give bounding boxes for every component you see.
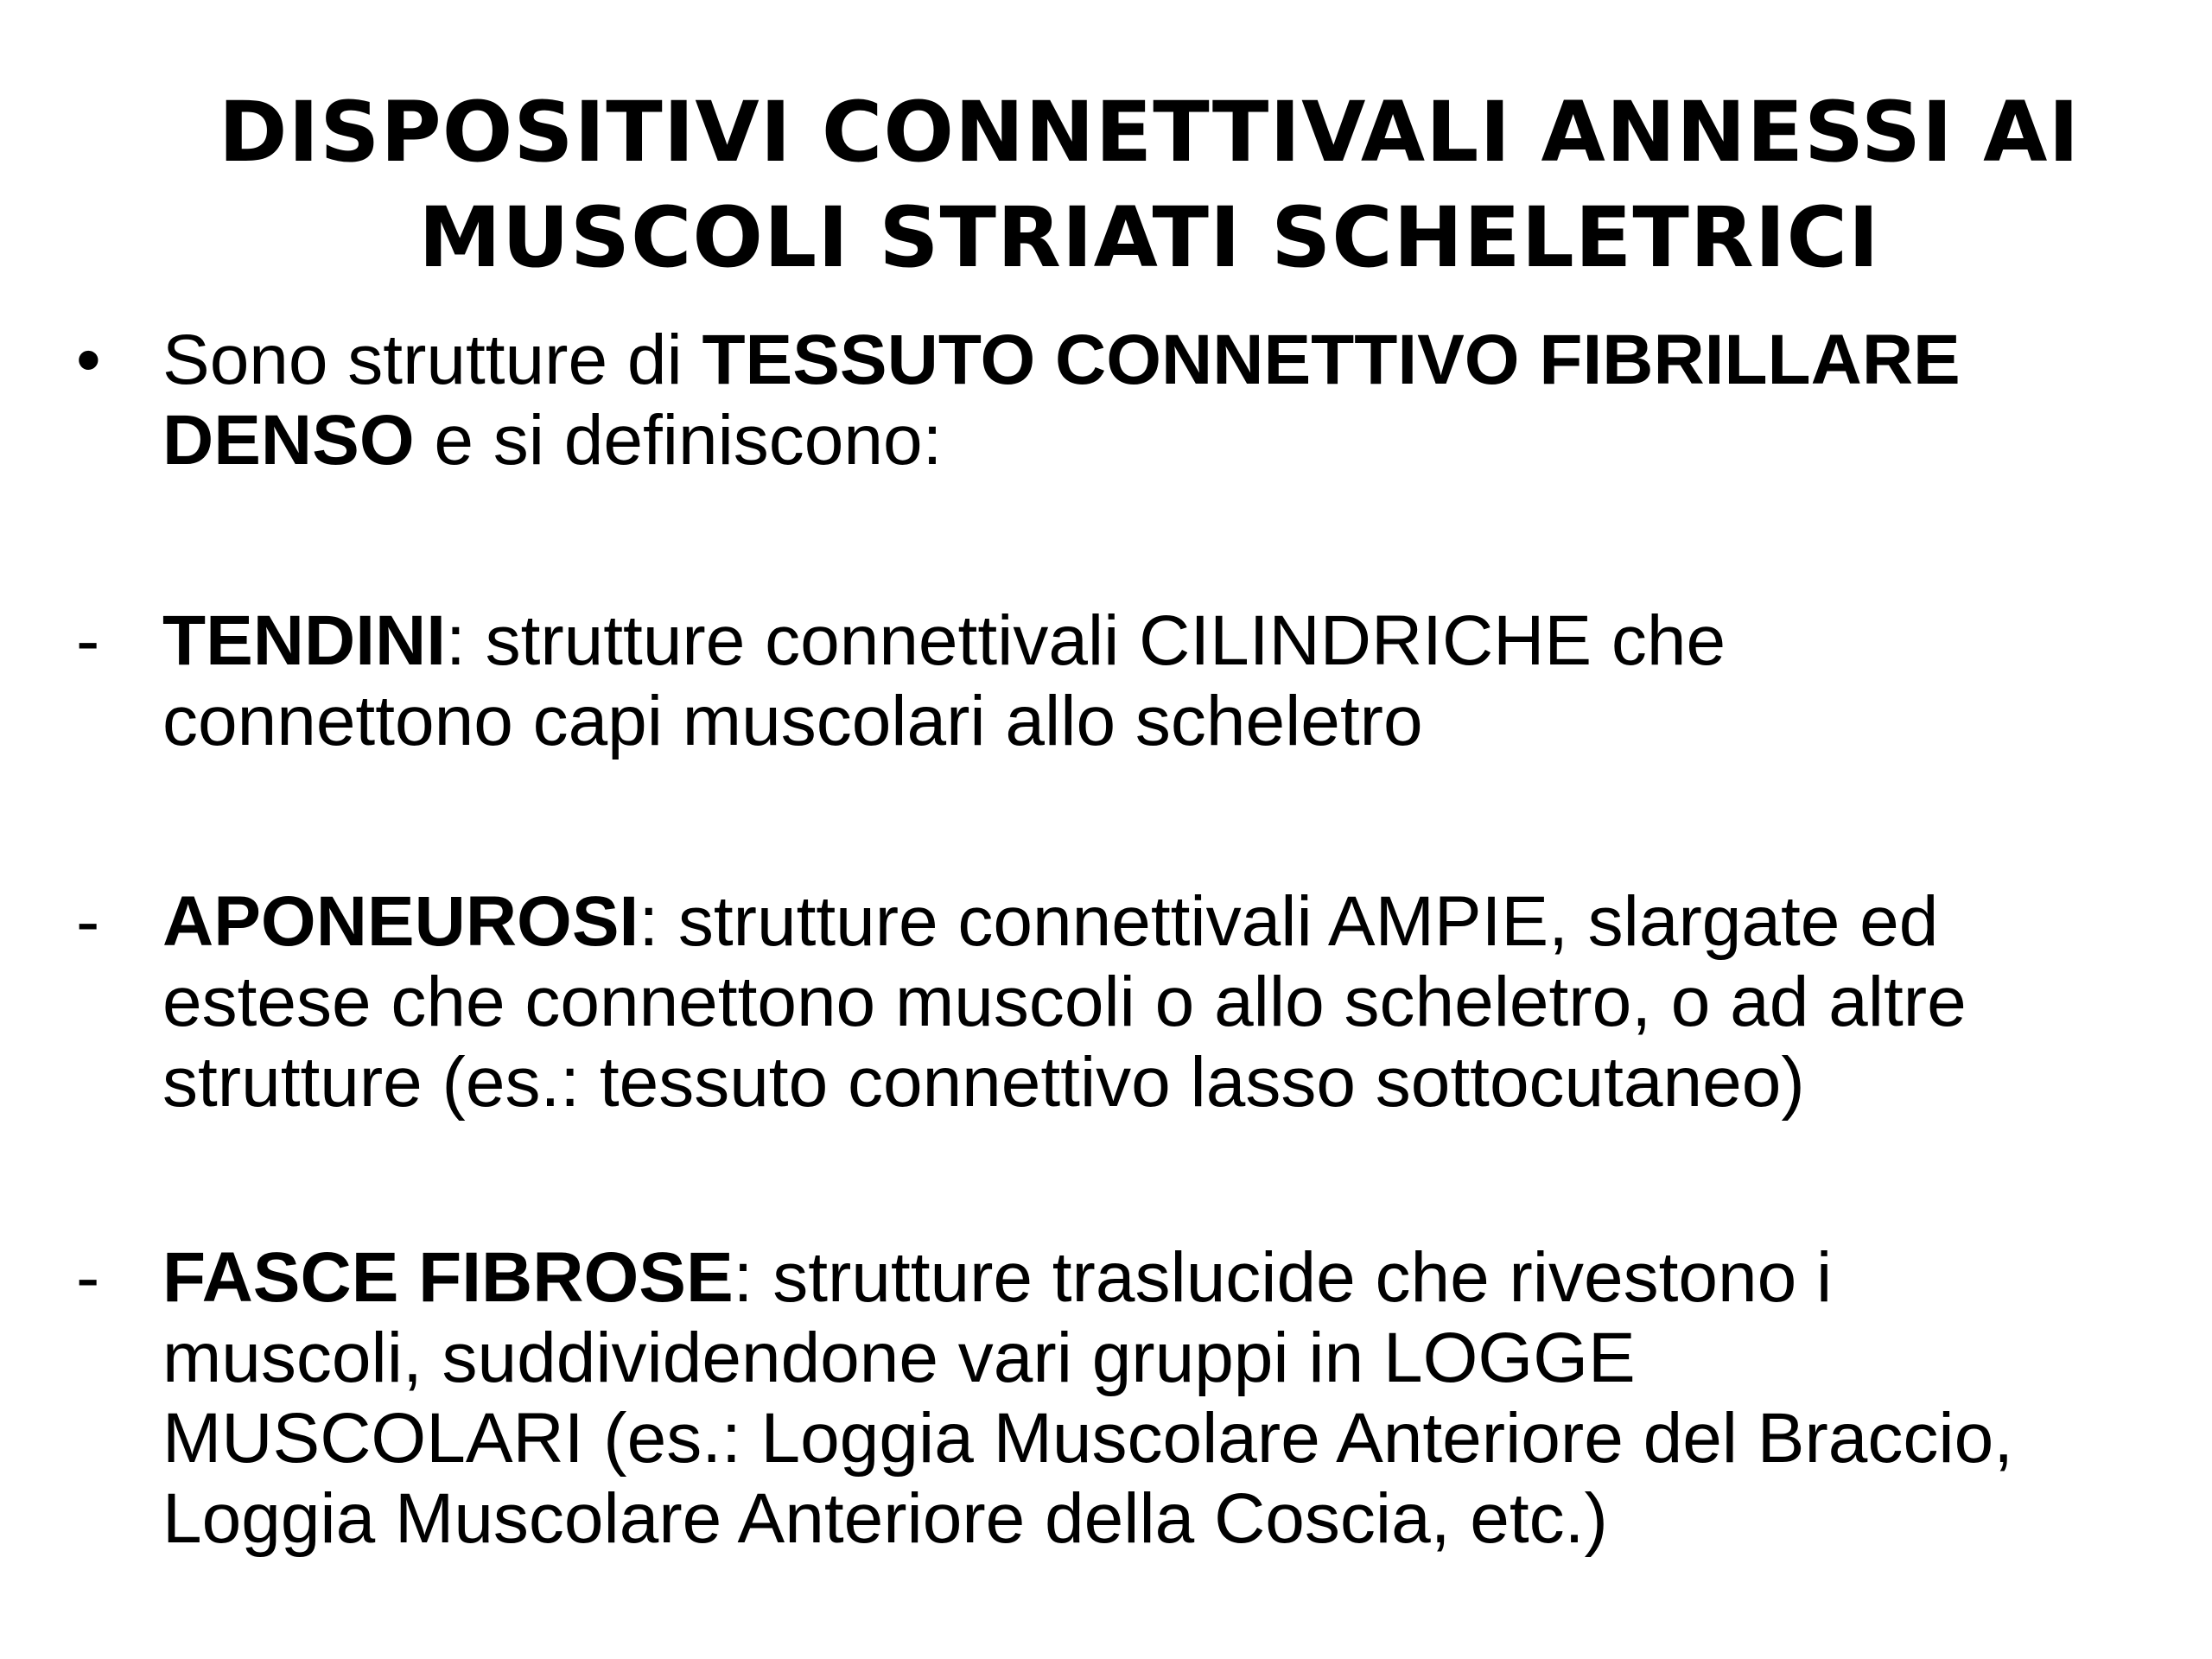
dash-marker: - [76, 601, 100, 680]
text-line [162, 320, 2150, 400]
slide-title-line-2: MUSCOLI STRIATI SCHELETRICI [418, 189, 1880, 286]
text-run: estese che connettono muscoli o allo scheletro, o ad altre [162, 963, 1967, 1041]
bold-run: APONEUROSI [162, 882, 639, 961]
text-run: Loggia Muscolare Anteriore della Coscia, etc.) [162, 1479, 1608, 1558]
text-line [162, 1398, 2150, 1478]
text-line [162, 1237, 2150, 1318]
text-run: muscoli, suddividendone vari gruppi in LOGGE [162, 1319, 1636, 1397]
bold-run: TESSUTO CONNETTIVO FIBRILLARE [702, 321, 1961, 399]
text-run: e si definiscono: [414, 401, 943, 480]
text-line [162, 1478, 2150, 1559]
bullet-marker: • [76, 321, 101, 399]
list-item-text [162, 320, 2150, 480]
text-line [162, 400, 2150, 480]
dash-marker: - [76, 1238, 100, 1317]
slide-title-line-1: DISPOSITIVI CONNETTIVALI ANNESSI AI [218, 84, 2081, 181]
text-run: strutture (es.: tessuto connettivo lasso sottocutaneo) [162, 1043, 1805, 1122]
bold-run: TENDINI [162, 601, 446, 680]
text-run: connettono capi muscolari allo scheletro [162, 682, 1423, 760]
text-line [162, 1042, 2150, 1122]
dash-marker: - [76, 882, 100, 961]
text-run: MUSCOLARI (es.: Loggia Muscolare Anteriore del Braccio, [162, 1399, 2014, 1478]
bold-run: FASCE FIBROSE [162, 1238, 734, 1317]
text-line [162, 1318, 2150, 1398]
text-line [162, 601, 2150, 681]
list-item-text [162, 1237, 2150, 1559]
text-line [162, 962, 2150, 1042]
text-run: : strutture traslucide che rivestono i [733, 1238, 1833, 1317]
text-run: : strutture connettivali AMPIE, slargate ed [639, 882, 1939, 961]
list-item-text [162, 601, 2150, 761]
text-line [162, 881, 2150, 962]
text-run: : strutture connettivali CILINDRICHE che [446, 601, 1726, 680]
text-run: Sono strutture di [162, 321, 702, 399]
list-item-text [162, 881, 2150, 1122]
bold-run: DENSO [162, 401, 415, 480]
text-line [162, 681, 2150, 761]
slide-title [121, 79, 2177, 290]
